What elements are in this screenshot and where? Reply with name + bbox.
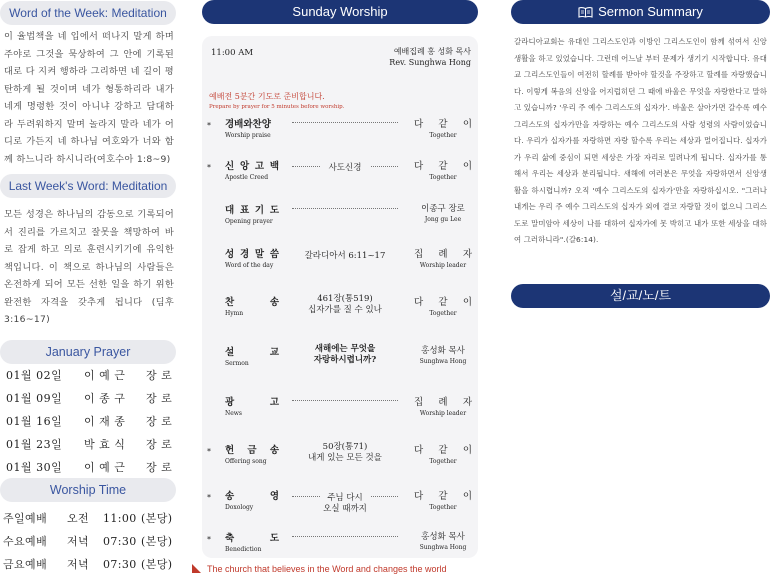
order-item-person — [414, 158, 472, 181]
order-item-english: Word of the day — [225, 262, 274, 269]
service-name: 주일예배 — [3, 512, 48, 525]
person-english: Together — [429, 310, 457, 317]
order-item-korean: 대 표 기 도 — [225, 205, 279, 216]
order-item-korean: 성 경 말 씀 — [225, 249, 279, 260]
service-place: (본당) — [141, 512, 173, 525]
order-item-person — [414, 294, 472, 317]
prayer-date: 01월 30일 — [6, 461, 63, 474]
order-item-korean: 찬 송 — [225, 297, 279, 308]
person-korean: 다 같 이 — [414, 491, 472, 502]
order-item-name — [225, 116, 279, 139]
order-item-english: Worship praise — [225, 132, 271, 139]
order-item-korean: 설 교 — [225, 347, 279, 358]
service-place: (본당) — [141, 558, 173, 571]
person-korean: 집 례 자 — [414, 397, 472, 408]
standing-marker: * — [207, 447, 211, 456]
service-time: 07:30 — [103, 558, 137, 571]
worship-order-row — [202, 202, 478, 232]
word-of-week-title: Word of the Week: Meditation — [0, 1, 176, 25]
prayer-role: 장 로 — [146, 392, 173, 405]
prayer-name: 이 재 종 — [84, 415, 126, 428]
order-item-person — [414, 202, 472, 223]
person-english: Together — [429, 504, 457, 511]
sermon-summary-title: Sermon Summary — [598, 4, 703, 19]
sermon-notes-title: 설/교/노/트 — [511, 284, 770, 308]
last-week-word-title: Last Week's Word: Meditation — [0, 174, 176, 198]
prep-note-korean: 예배전 5분간 기도로 준비합니다. — [209, 92, 325, 101]
order-item-korean: 신 앙 고 백 — [225, 161, 279, 172]
dotted-leader — [292, 395, 398, 401]
person-korean: 다 같 이 — [414, 119, 472, 130]
church-slogan — [192, 564, 446, 574]
prayer-name: 이 예 근 — [84, 369, 126, 382]
sermon-summary-text: 갈라디아교회는 유대인 그리스도인과 이방인 그리스도인이 함께 섞여서 신앙생활을 하고 있었습니다. 그런데 어느날 부터 문제가 생기기 시작합니다. 유대교 그리스도인들이 여전히 할례를 받아야 할것을 주장하고 할례를 자랑했습니다. 이렇게 복음의 신앙을 어지럽히던 그 때에 바울은 무엇을 자랑한다고 말하고 있습니까? '우리 주 예수 그리스도의 십자가'. 바울은 살아가면 갈수록 예수 그리스도의 십자가만을 자랑하는 예수 그리스도의 사람 성령의 사람이었습니다. 우리가 십자가를 자랑하면 자랑 할수록 우리는 세상과 멀어집니다. 십자가가 우리 삶에 중심이 되면 세상은 가장 자리로 밀려나게 됩니다. 십자가를 통해서 우리는 세상과 분리됩니다. 새해에 여러분은 무엇을 자랑하면서 신앙생활을 하시렵니까? 오직 '예수 그리스도의 십자가'만을 자랑하십시오. "그러나 내게는 우리 주 예수 그리스도의 십자가 외에 결코 자랑할 것이 없으니 그리스도로 말미암아 세상이 나를 대하여 십자가에 못 박히고 내가 또한 세상을 대하여 그러하니라".(갈6:14). — [514, 37, 767, 244]
order-item-detail: 사도신경 — [320, 163, 370, 174]
order-item-name — [225, 442, 279, 465]
prayer-role: 장 로 — [146, 438, 173, 451]
person-korean: 이종구 장로 — [421, 204, 465, 214]
order-item-person — [414, 394, 472, 417]
worship-order-row — [202, 246, 478, 276]
dotted-leader — [292, 531, 398, 537]
order-item-english: Apostle Creed — [225, 174, 269, 181]
sunday-worship-title: Sunday Worship — [202, 0, 478, 24]
prayer-name: 박 효 식 — [84, 438, 126, 451]
service-time: 11:00 — [103, 512, 137, 525]
person-korean: 집 례 자 — [414, 249, 472, 260]
prayer-row — [0, 410, 176, 433]
leader-english: Rev. Sunghwa Hong — [389, 58, 471, 67]
person-english: Jong gu Lee — [424, 216, 462, 223]
word-of-week-text: 이 율법책을 네 입에서 떠나지 말게 하며 주야로 그것을 묵상하여 그 안에 기록된 대로 다 지켜 행하라 그리하면 네 길이 평탄하게 될 것이며 네가 형통하리라 내가 네게 명령한 것이 아니냐 강하고 담대하라 두려워하지 말며 놀라지 말라 네가 어디로 가든지 네 하나님 여호와가 너와 함께 하느니라 하시니라(여호수아 1:8~9) — [4, 31, 174, 165]
sermon-summary-header — [511, 0, 770, 24]
person-english: Sunghwa Hong — [419, 358, 467, 365]
prayer-row — [0, 387, 176, 410]
leader-korean: 예배집례 홍 성화 목사 — [393, 47, 471, 56]
january-prayer-title: January Prayer — [0, 340, 176, 364]
service-name: 금요예배 — [3, 558, 48, 571]
worship-order-row — [202, 294, 478, 324]
worship-time: 11:00 AM — [211, 48, 254, 58]
order-item-korean: 축 도 — [225, 533, 279, 544]
service-period: 저녁 — [67, 535, 90, 548]
order-item-name — [225, 158, 279, 181]
worship-leader — [389, 46, 471, 68]
order-item-korean: 광 고 — [225, 397, 279, 408]
worship-order-row — [202, 344, 478, 374]
order-item-english: Benediction — [225, 546, 262, 553]
person-english: Sunghwa Hong — [419, 544, 467, 551]
dotted-leader — [292, 117, 398, 123]
standing-marker: * — [207, 493, 211, 502]
order-item-english: News — [225, 410, 243, 417]
order-item-detail: 461장(통519) 십자가를 질 수 있나 — [308, 294, 382, 315]
order-item-detail: 갈라디아서 6:11~17 — [304, 251, 386, 261]
order-item-korean: 송 영 — [225, 491, 279, 502]
worship-order-row — [202, 394, 478, 424]
worship-time-row — [0, 507, 178, 530]
prayer-date: 01월 09일 — [6, 392, 63, 405]
dotted-leader — [292, 203, 398, 209]
prayer-row — [0, 456, 176, 479]
order-item-name — [225, 294, 279, 317]
order-item-person — [414, 116, 472, 139]
triangle-icon — [192, 564, 201, 573]
worship-time-title: Worship Time — [0, 478, 176, 502]
person-korean: 다 같 이 — [414, 445, 472, 456]
person-korean: 다 같 이 — [414, 161, 472, 172]
prayer-date: 01월 16일 — [6, 415, 63, 428]
person-english: Together — [429, 174, 457, 181]
worship-order-row — [202, 116, 478, 146]
service-period: 저녁 — [67, 558, 90, 571]
order-item-english: Opening prayer — [225, 218, 273, 225]
prayer-date: 01월 02일 — [6, 369, 63, 382]
prayer-role: 장 로 — [146, 415, 173, 428]
order-item-korean: 헌 금 송 — [225, 445, 279, 456]
order-item-name — [225, 488, 279, 511]
order-item-name — [225, 344, 279, 367]
order-item-detail: 주님 다시 오실 때까지 — [320, 493, 370, 515]
january-prayer-list — [0, 364, 176, 479]
worship-order-row — [202, 442, 478, 472]
worship-time-list — [0, 507, 178, 576]
order-item-person — [414, 488, 472, 511]
prayer-role: 장 로 — [146, 369, 173, 382]
order-item-person — [414, 246, 472, 269]
person-korean: 홍성화 목사 — [421, 532, 465, 542]
order-item-person — [414, 344, 472, 365]
standing-marker: * — [207, 163, 211, 172]
person-english: Together — [429, 132, 457, 139]
standing-marker: * — [207, 121, 211, 130]
prayer-row — [0, 364, 176, 387]
prep-note — [209, 84, 344, 110]
standing-marker: * — [207, 535, 211, 544]
prayer-date: 01월 23일 — [6, 438, 63, 451]
service-name: 수요예배 — [3, 535, 48, 548]
worship-order-row — [202, 530, 478, 560]
order-item-name — [225, 394, 279, 417]
order-item-name — [225, 202, 279, 225]
order-item-english: Offering song — [225, 458, 267, 465]
prep-note-english: Prepare by prayer for 5 minutes before worship. — [209, 104, 345, 110]
order-item-name — [225, 246, 279, 269]
last-week-word-text: 모든 성경은 하나님의 감동으로 기록되어서 진리를 가르치고 잘못을 책망하여 바로 잡게 하고 의로 훈련시키기에 유익한 책입니다. 이 책으로 하나님의 사람들은 온전하게 되어 모든 선한 일을 하기 위한 완전한 자격을 갖추게 됩니다 (딤후 3:16~17) — [4, 209, 174, 325]
order-item-detail: 50장(통71) 내게 있는 모든 것을 — [308, 442, 382, 463]
service-time: 07:30 — [103, 535, 137, 548]
prayer-row — [0, 433, 176, 456]
prayer-name: 이 예 근 — [84, 461, 126, 474]
book-open-icon — [578, 2, 593, 26]
order-item-person — [414, 442, 472, 465]
service-period: 오전 — [67, 512, 90, 525]
slogan-text: The church that believes in the Word and changes the world — [207, 564, 447, 574]
order-item-name — [225, 530, 279, 553]
order-item-korean: 경배와찬양 — [225, 119, 271, 130]
order-item-detail: 새해에는 무엇을 자랑하시렵니까? — [313, 344, 377, 365]
person-korean: 홍성화 목사 — [421, 346, 465, 356]
person-english: Worship leader — [419, 410, 467, 417]
person-english: Worship leader — [419, 262, 467, 269]
worship-order-row — [202, 158, 478, 188]
order-item-person — [414, 530, 472, 551]
service-place: (본당) — [141, 535, 173, 548]
worship-time-row — [0, 530, 178, 553]
order-item-english: Doxology — [225, 504, 254, 511]
prayer-name: 이 종 구 — [84, 392, 126, 405]
person-english: Together — [429, 458, 457, 465]
order-of-worship — [202, 36, 478, 558]
order-item-english: Hymn — [225, 310, 244, 317]
person-korean: 다 같 이 — [414, 297, 472, 308]
worship-order-row — [202, 488, 478, 518]
order-item-english: Sermon — [225, 360, 249, 367]
worship-time-row — [0, 553, 178, 576]
prayer-role: 장 로 — [146, 461, 173, 474]
